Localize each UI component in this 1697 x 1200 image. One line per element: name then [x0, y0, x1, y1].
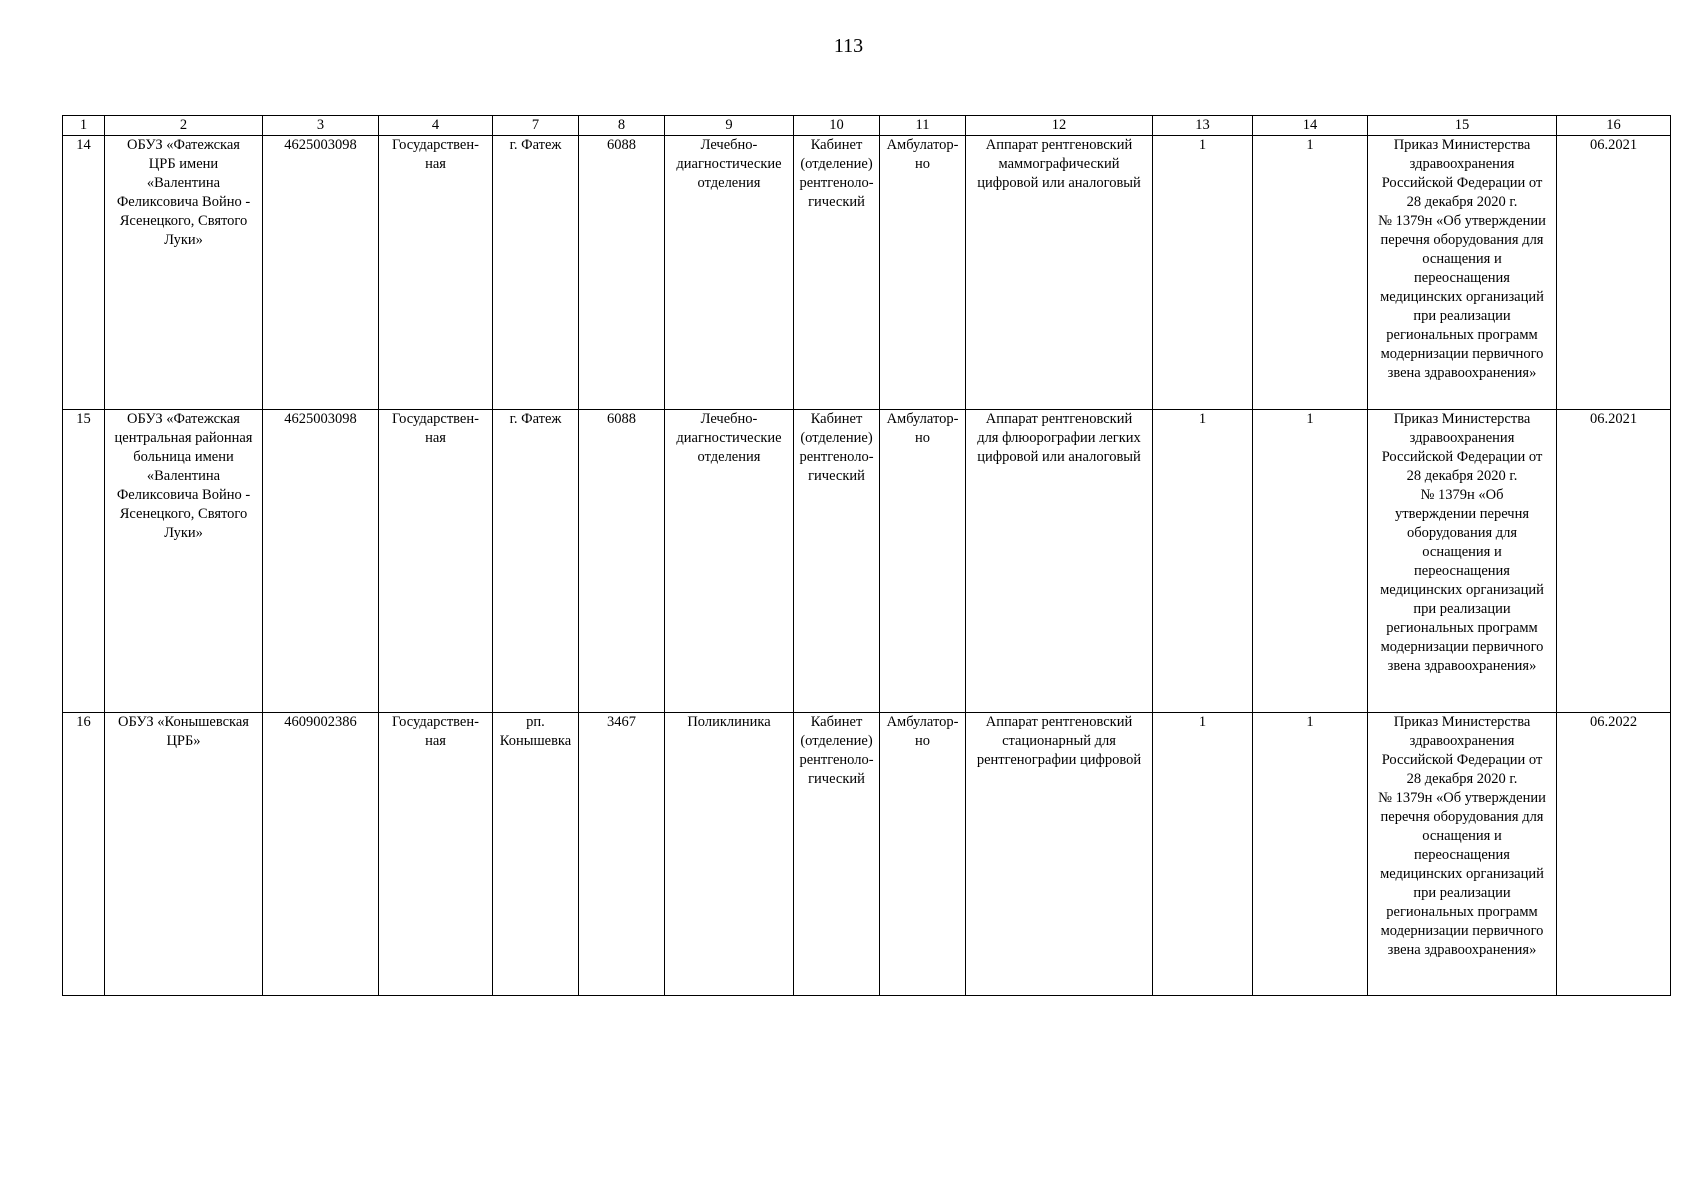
column-header: 16 [1557, 116, 1671, 136]
row-number: 14 [76, 137, 91, 153]
date-value: 06.2021 [1589, 137, 1638, 153]
unit-value: Лечебно- диагностические отделения [676, 411, 782, 465]
population-cell [579, 713, 665, 996]
room-cell [794, 410, 880, 713]
ownership-cell [379, 410, 493, 713]
locality-value: г. Фатеж [509, 411, 562, 427]
organization-cell [105, 713, 263, 996]
order-value: Приказ Министерства здравоохранения Российской Федерации от 28 декабря 2020 г. № 1379н «Об утверждении перечня оборудования для оснащения и переоснащения медицинских организаций при реализации региональных программ модернизации первичного звена здравоохранения» [1380, 411, 1544, 674]
equipment-table [62, 115, 1671, 996]
ownership-value: Государствен- ная [392, 714, 479, 749]
organization-cell [105, 410, 263, 713]
organization-name: ОБУЗ «Фатежская ЦРБ имени «Валентина Феликсовича Войно - Ясенецкого, Святого Луки» [116, 137, 251, 248]
column-header: 3 [263, 116, 379, 136]
col14-value: 1 [1306, 714, 1314, 730]
population-value: 6088 [607, 137, 636, 153]
ownership-cell [379, 713, 493, 996]
population-value: 6088 [607, 411, 636, 427]
column-header: 1 [63, 116, 105, 136]
unit-value: Лечебно- диагностические отделения [676, 137, 782, 191]
inn-cell [263, 410, 379, 713]
date-cell [1557, 713, 1671, 996]
col13-cell [1153, 136, 1253, 410]
col13-cell [1153, 713, 1253, 996]
organization-name: ОБУЗ «Фатежская центральная районная больница имени «Валентина Феликсовича Войно - Ясенецкого, Святого Луки» [114, 411, 253, 541]
room-cell [794, 136, 880, 410]
equipment-value: Аппарат рентгеновский стационарный для рентгенографии цифровой [976, 714, 1142, 768]
column-header: 11 [880, 116, 966, 136]
unit-cell [665, 136, 794, 410]
room-cell [794, 713, 880, 996]
date-value: 06.2022 [1589, 714, 1638, 730]
order-value: Приказ Министерства здравоохранения Российской Федерации от 28 декабря 2020 г. № 1379н «Об утверждении перечня оборудования для оснащения и переоснащения медицинских организаций при реализации региональных программ модернизации первичного звена здравоохранения» [1378, 714, 1546, 958]
population-value: 3467 [607, 714, 636, 730]
row-number-cell [63, 410, 105, 713]
col13-value: 1 [1198, 411, 1207, 427]
row-number-cell [63, 713, 105, 996]
organization-name: ОБУЗ «Конышевская ЦРБ» [118, 714, 249, 749]
col13-cell [1153, 410, 1253, 713]
room-value: Кабинет (отделение) рентгеноло- гический [799, 137, 874, 210]
col14-cell [1253, 136, 1368, 410]
equipment-cell [966, 713, 1153, 996]
col13-value: 1 [1198, 137, 1207, 153]
col13-value: 1 [1198, 714, 1207, 730]
table-row [63, 136, 1671, 410]
inn-value: 4625003098 [284, 137, 357, 153]
unit-cell [665, 713, 794, 996]
table-row [63, 713, 1671, 996]
locality-value: рп. Конышевка [499, 714, 572, 749]
col14-cell [1253, 410, 1368, 713]
order-cell [1368, 410, 1557, 713]
population-cell [579, 136, 665, 410]
care-type-cell [880, 713, 966, 996]
equipment-value: Аппарат рентгеновский для флюорографии легких цифровой или аналоговый [977, 411, 1141, 465]
column-header: 4 [379, 116, 493, 136]
row-number: 16 [76, 714, 91, 730]
ownership-cell [379, 136, 493, 410]
population-cell [579, 410, 665, 713]
column-header: 8 [579, 116, 665, 136]
care-type-cell [880, 410, 966, 713]
inn-cell [263, 713, 379, 996]
order-cell [1368, 136, 1557, 410]
page-number: 113 [833, 35, 864, 57]
inn-cell [263, 136, 379, 410]
room-value: Кабинет (отделение) рентгеноло- гический [799, 411, 874, 484]
equipment-value: Аппарат рентгеновский маммографический цифровой или аналоговый [977, 137, 1141, 191]
column-header: 14 [1253, 116, 1368, 136]
column-header: 2 [105, 116, 263, 136]
date-value: 06.2021 [1589, 411, 1638, 427]
col14-value: 1 [1306, 411, 1314, 427]
column-header: 13 [1153, 116, 1253, 136]
column-header: 7 [493, 116, 579, 136]
column-header: 12 [966, 116, 1153, 136]
column-header: 15 [1368, 116, 1557, 136]
locality-cell [493, 713, 579, 996]
ownership-value: Государствен- ная [392, 137, 479, 172]
locality-cell [493, 410, 579, 713]
column-header: 9 [665, 116, 794, 136]
row-number: 15 [76, 411, 91, 427]
column-number-row [63, 116, 1671, 136]
col14-value: 1 [1306, 137, 1314, 153]
date-cell [1557, 410, 1671, 713]
care-type-cell [880, 136, 966, 410]
care-type-value: Амбулатор- но [886, 714, 959, 749]
order-value: Приказ Министерства здравоохранения Российской Федерации от 28 декабря 2020 г. № 1379н «Об утверждении перечня оборудования для оснащения и переоснащения медицинских организаций при реализации региональных программ модернизации первичного звена здравоохранения» [1378, 137, 1546, 381]
order-cell [1368, 713, 1557, 996]
date-cell [1557, 136, 1671, 410]
unit-cell [665, 410, 794, 713]
inn-value: 4609002386 [284, 714, 357, 730]
ownership-value: Государствен- ная [392, 411, 479, 446]
care-type-value: Амбулатор- но [886, 411, 959, 446]
locality-cell [493, 136, 579, 410]
equipment-cell [966, 136, 1153, 410]
organization-cell [105, 136, 263, 410]
room-value: Кабинет (отделение) рентгеноло- гический [799, 714, 874, 787]
equipment-cell [966, 410, 1153, 713]
unit-value: Поликлиника [687, 714, 771, 730]
col14-cell [1253, 713, 1368, 996]
table-row [63, 410, 1671, 713]
inn-value: 4625003098 [284, 411, 357, 427]
row-number-cell [63, 136, 105, 410]
column-header: 10 [794, 116, 880, 136]
care-type-value: Амбулатор- но [886, 137, 959, 172]
locality-value: г. Фатеж [509, 137, 562, 153]
